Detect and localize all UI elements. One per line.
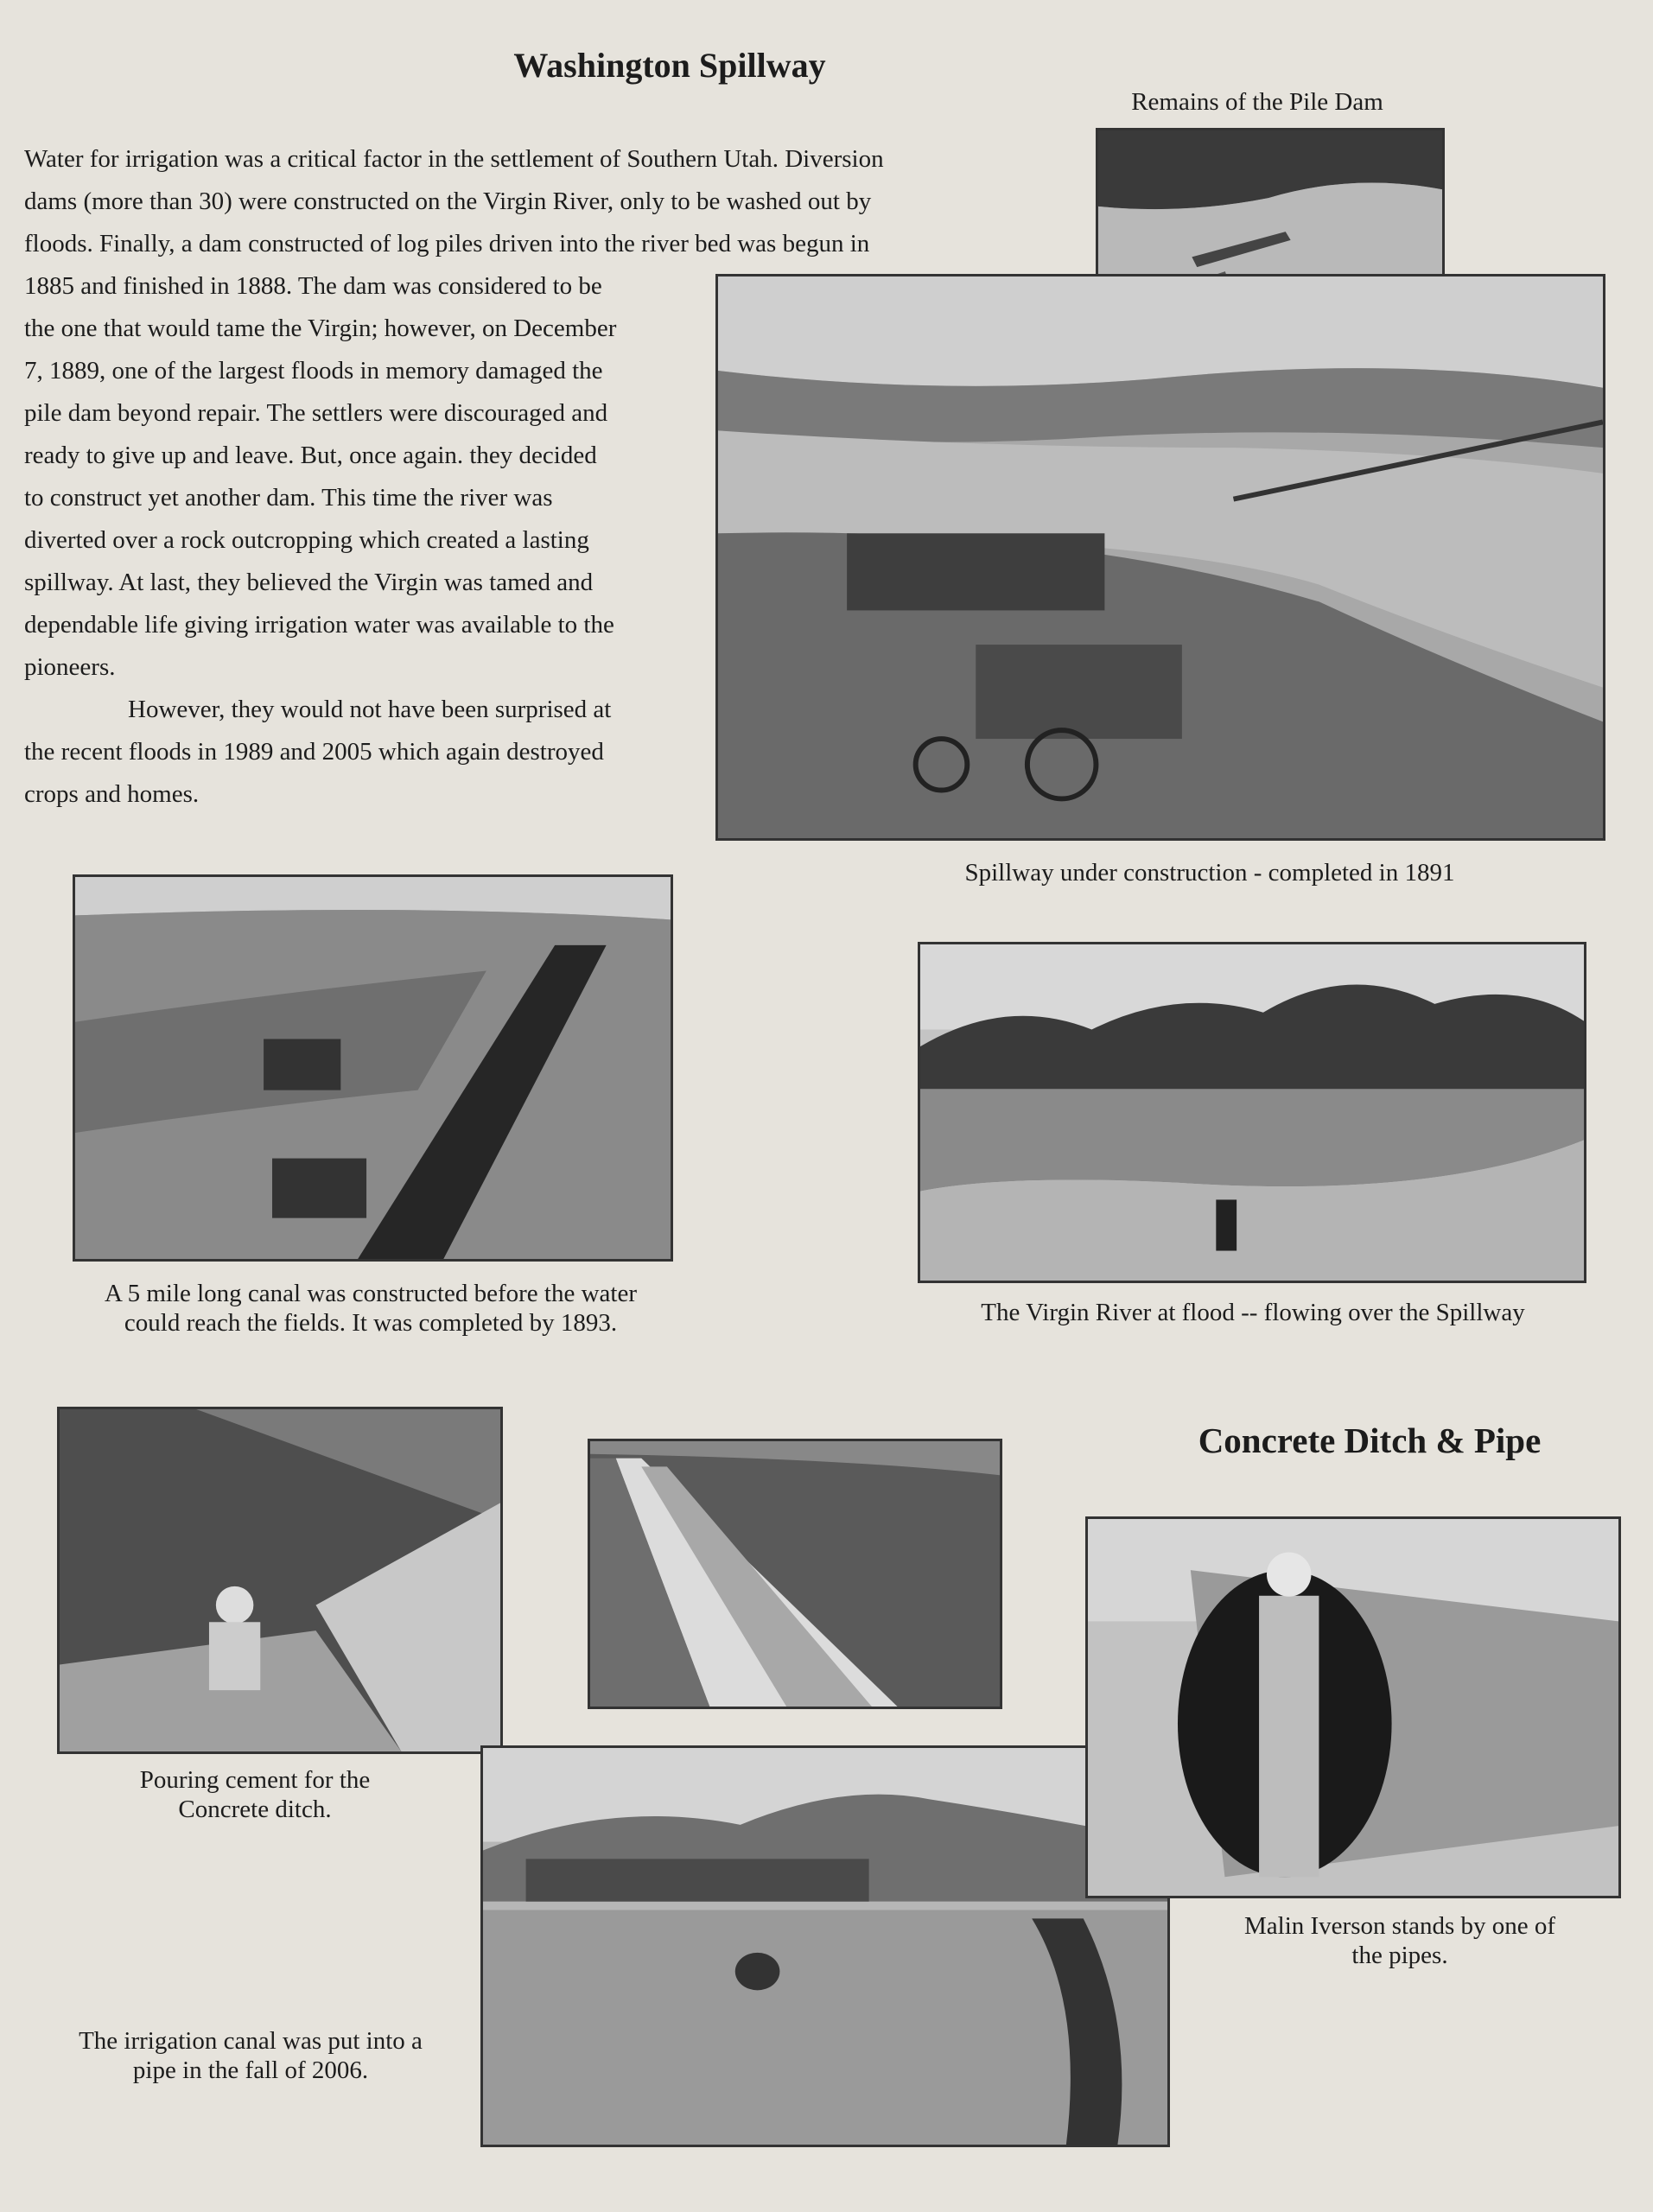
photo-pouring-cement — [57, 1407, 503, 1754]
body-line: ready to give up and leave. But, once again. they decided — [24, 442, 597, 469]
body-line: dependable life giving irrigation water was available to the — [24, 611, 614, 639]
body-line: pioneers. — [24, 653, 116, 681]
body-line: Water for irrigation was a critical factor in the settlement of Southern Utah. Diversion — [24, 145, 884, 173]
section-title-concrete-ditch: Concrete Ditch & Pipe — [1198, 1421, 1542, 1460]
caption-line: pipe in the fall of 2006. — [132, 2056, 369, 2084]
page-title: Washington Spillway — [513, 46, 826, 85]
photo-canal-construction — [73, 874, 673, 1262]
body-line: to construct yet another dam. This time the river was — [24, 484, 553, 512]
caption-line: A 5 mile long canal was constructed before the water — [104, 1280, 638, 1307]
body-line: crops and homes. — [24, 780, 200, 808]
body-line: 1885 and finished in 1888. The dam was considered to be — [24, 272, 602, 300]
caption-line: Concrete ditch. — [178, 1796, 332, 1823]
caption-line: could reach the fields. It was completed by 1893. — [124, 1309, 618, 1337]
caption-cement — [69, 1765, 441, 1824]
photo-spillway-construction — [715, 274, 1605, 841]
photo-river-flood — [918, 942, 1586, 1283]
photo-irrigation-pipe — [480, 1745, 1170, 2147]
body-line: the recent floods in 1989 and 2005 which again destroyed — [24, 738, 604, 766]
body-line: dams (more than 30) were constructed on the Virgin River, only to be washed out by — [24, 188, 872, 215]
body-line: However, they would not have been surprised at — [128, 696, 612, 723]
photo-malin-iverson-pipe — [1085, 1516, 1621, 1898]
caption-pipe — [1184, 1911, 1616, 1970]
caption-line: Pouring cement for the — [139, 1766, 371, 1794]
caption-line: the pipes. — [1351, 1942, 1448, 1969]
photo-concrete-ditch — [588, 1439, 1002, 1709]
caption-irrigation-pipe — [35, 2026, 467, 2085]
caption-flood: The Virgin River at flood -- flowing over the Spillway — [981, 1299, 1525, 1326]
body-line: the one that would tame the Virgin; however, on December — [24, 315, 617, 342]
caption-line: Malin Iverson stands by one of — [1243, 1912, 1556, 1940]
body-line: floods. Finally, a dam constructed of log piles driven into the river bed was begun in — [24, 230, 870, 257]
body-line: diverted over a rock outcropping which created a lasting — [24, 526, 589, 554]
body-line: spillway. At last, they believed the Virgin was tamed and — [24, 569, 594, 596]
caption-line: The irrigation canal was put into a — [79, 2027, 423, 2055]
body-line: 7, 1889, one of the largest floods in memory damaged the — [24, 357, 603, 385]
caption-canal — [29, 1279, 712, 1338]
caption-spillway-construction: Spillway under construction - completed in 1891 — [964, 859, 1455, 887]
body-line: pile dam beyond repair. The settlers were discouraged and — [24, 399, 608, 427]
caption-pile-dam: Remains of the Pile Dam — [1131, 88, 1383, 116]
